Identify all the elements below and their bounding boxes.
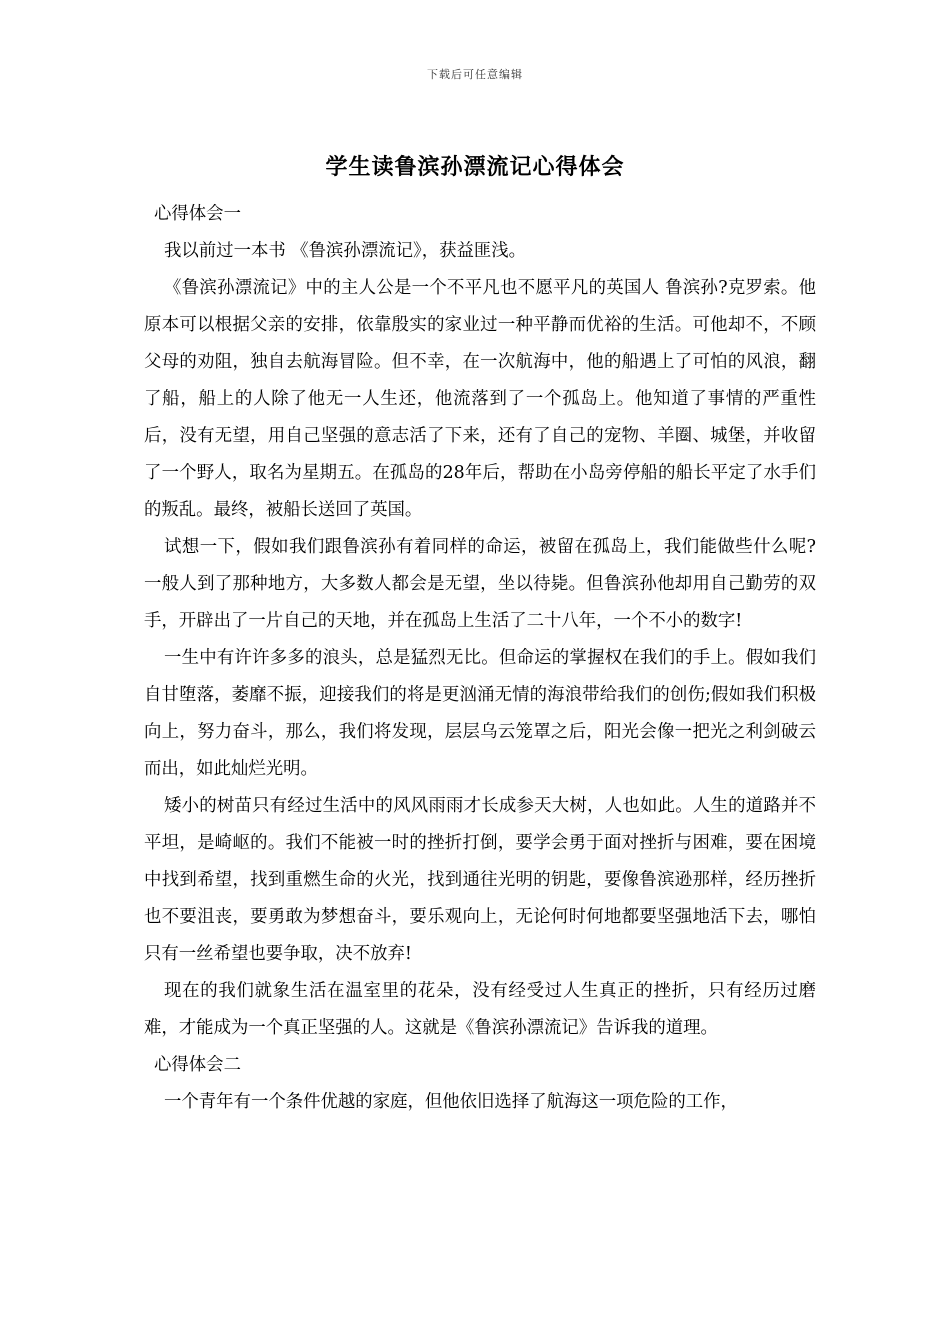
paragraph: 矮小的树苗只有经过生活中的风风雨雨才长成参天大树，人也如此。人生的道路并不平坦，是崎岖的。我们不能被一时的挫折打倒，要学会勇于面对挫折与困难，要在困境中找到希望，找到重燃生命的火光，找到通往光明的钥匙，要像鲁滨逊那样，经历挫折也不要沮丧，要勇敢为梦想奋斗，要乐观向上，无论何时何地都要坚强地活下去，哪怕只有一丝希望也要争取，决不放弃! xyxy=(144,796,816,964)
document-body xyxy=(144,196,816,1121)
paragraph: 我以前过一本书 《鲁滨孙漂流记》，获益匪浅。 xyxy=(164,241,527,261)
section-heading-2: 心得体会二 xyxy=(154,1055,241,1075)
paragraph: 《鲁滨孙漂流记》中的主人公是一个不平凡也不愿平凡的英国人 鲁滨孙?克罗索。他原本可以根据父亲的安排，依靠殷实的家业过一种平静而优裕的生活。可他却不，不顾父母的劝阻，独自去航海冒险。但不幸，在一次航海中，他的船遇上了可怕的风浪，翻了船，船上的人除了他无一人生还，他流落到了一个孤岛上。他知道了事情的严重性后，没有无望，用自己坚强的意志活了下来，还有了自己的宠物、羊圈、城堡，并收留了一个野人，取名为星期五。在孤岛的28年后，帮助在小岛旁停船的船长平定了水手们的叛乱。最终，被船长送回了英国。 xyxy=(144,278,816,520)
paragraph: 一个青年有一个条件优越的家庭，但他依旧选择了航海这一项危险的工作， xyxy=(164,1092,738,1112)
header-note: 下载后可任意编辑 xyxy=(427,68,523,81)
document-title: 学生读鲁滨孙漂流记心得体会 xyxy=(325,154,625,180)
paragraph: 试想一下，假如我们跟鲁滨孙有着同样的命运，被留在孤岛上，我们能做些什么呢?一般人到了那种地方，大多数人都会是无望，坐以待毙。但鲁滨孙他却用自己勤劳的双手，开辟出了一片自己的天地，并在孤岛上生活了二十八年，一个不小的数字! xyxy=(144,537,816,631)
section-heading-1: 心得体会一 xyxy=(154,204,241,224)
paragraph: 现在的我们就象生活在温室里的花朵，没有经受过人生真正的挫折，只有经历过磨难，才能成为一个真正坚强的人。这就是《鲁滨孙漂流记》告诉我的道理。 xyxy=(144,981,816,1038)
paragraph: 一生中有许许多多的浪头，总是猛烈无比。但命运的掌握权在我们的手上。假如我们自甘堕落，萎靡不振，迎接我们的将是更汹涌无情的海浪带给我们的创伤;假如我们积极向上，努力奋斗，那么，我们将发现，层层乌云笼罩之后，阳光会像一把光之利剑破云而出，如此灿烂光明。 xyxy=(144,648,816,779)
